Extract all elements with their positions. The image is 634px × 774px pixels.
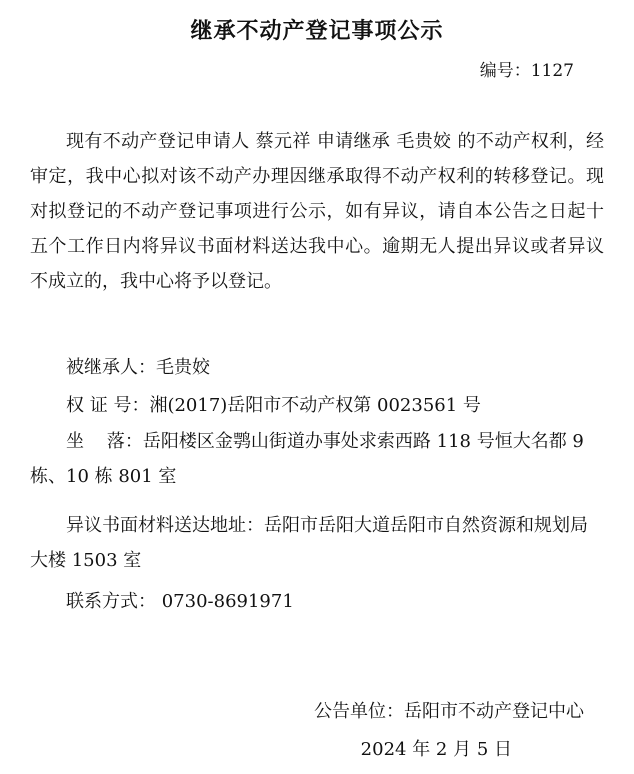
notice-title: 继承不动产登记事项公示 bbox=[190, 19, 444, 44]
contact-label: 联系方式： bbox=[66, 591, 156, 612]
location-field bbox=[30, 424, 604, 494]
certificate-label: 权 证 号： bbox=[66, 395, 150, 416]
location-value: 岳阳楼区金鹗山街道办事处求索西路 118 号恒大名都 9 栋、10 栋 801 室 bbox=[30, 431, 584, 487]
notice-body bbox=[30, 124, 604, 299]
issuer-label: 公告单位： bbox=[314, 701, 404, 722]
issuer-value: 岳阳市不动产登记中心 bbox=[404, 701, 584, 722]
notice-paragraph: 现有不动产登记申请人 蔡元祥 申请继承 毛贵姣 的不动产权利，经审定，我中心拟对该不动产办理因继承取得不动产权利的转移登记。现对拟登记的不动产登记事项进行公示，如有异议，请自本公告之日起十五个工作日内将异议书面材料送达我中心。逾期无人提出异议或者异议不成立的，我中心将予以登记。 bbox=[30, 131, 604, 292]
certificate-field bbox=[30, 388, 604, 423]
contact-field bbox=[30, 584, 604, 619]
objection-address-field bbox=[30, 508, 604, 578]
objection-address-label: 异议书面材料送达地址： bbox=[66, 515, 264, 536]
decedent-label: 被继承人： bbox=[66, 357, 156, 378]
contact-value: 0730-8691971 bbox=[156, 591, 294, 612]
location-label: 坐 落： bbox=[66, 431, 143, 452]
decedent-field bbox=[30, 350, 604, 385]
serial-value: 1127 bbox=[530, 61, 574, 81]
issuer bbox=[314, 697, 584, 723]
objection-address-value: 岳阳市岳阳大道岳阳市自然资源和规划局大楼 1503 室 bbox=[30, 515, 588, 571]
serial-label: 编号： bbox=[479, 61, 531, 81]
serial-number bbox=[480, 56, 574, 81]
decedent-value: 毛贵姣 bbox=[156, 357, 210, 378]
certificate-value: 湘(2017)岳阳市不动产权第 0023561 号 bbox=[149, 395, 481, 416]
notice-date: 2024 年 2 月 5 日 bbox=[360, 739, 512, 760]
